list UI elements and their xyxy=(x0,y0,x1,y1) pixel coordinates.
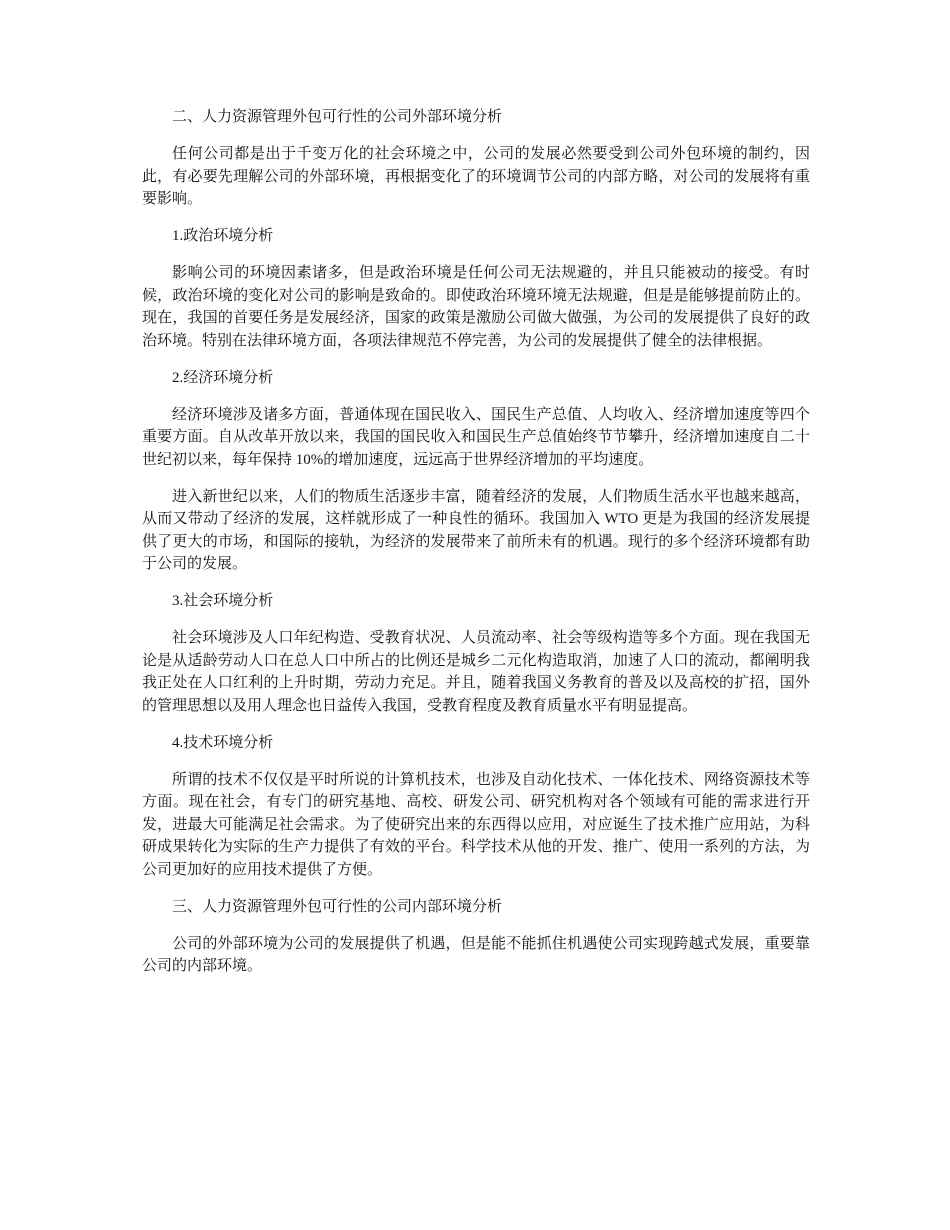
subheading-political: 1.政治环境分析 xyxy=(172,228,274,244)
paragraph-political: 影响公司的环境因素诸多，但是政治环境是任何公司无法规避的，并且只能被动的接受。有时候，政治环境的变化对公司的影响是致命的。即使政治环境环境无法规避，但是是能够提前防止的。现在，我国的首要任务是发展经济，国家的政策是激励公司做大做强，为公司的发展提供了良好的政治环境。特别在法律环境方面，各项法律规范不停完善，为公司的发展提供了健全的法律根据。 xyxy=(142,265,810,349)
paragraph-internal: 公司的外部环境为公司的发展提供了机遇，但是能不能抓住机遇使公司实现跨越式发展，重要靠公司的内部环境。 xyxy=(142,935,810,974)
subheading-social: 3.社会环境分析 xyxy=(172,593,274,609)
paragraph-technology: 所谓的技术不仅仅是平时所说的计算机技术，也涉及自动化技术、一体化技术、网络资源技术等方面。现在社会，有专门的研究基地、高校、研发公司、研究机构对各个领域有可能的需求进行开发，进最大可能满足社会需求。为了使研究出来的东西得以应用，对应诞生了技术推广应用站，为科研成果转化为实际的生产力提供了有效的平台。科学技术从他的开发、推广、使用一系列的方法，为公司更加好的应用技术提供了方便。 xyxy=(142,771,810,878)
section-heading-internal-environment: 三、人力资源管理外包可行性的公司内部环境分析 xyxy=(172,898,503,915)
section-heading-external-environment: 二、人力资源管理外包可行性的公司外部环境分析 xyxy=(172,109,503,125)
subheading-technology: 4.技术环境分析 xyxy=(172,734,274,751)
paragraph-economic-1: 经济环境涉及诸多方面，普通体现在国民收入、国民生产总值、人均收入、经济增加速度等四个重要方面。自从改革开放以来，我国的国民收入和国民生产总值始终节节攀升，经济增加速度自二十世纪初以来，每年保持 10%的增加速度，远远高于世界经济增加的平均速度。 xyxy=(142,406,810,468)
paragraph-social: 社会环境涉及人口年纪构造、受教育状况、人员流动率、社会等级构造等多个方面。现在我国无论是从适龄劳动人口在总人口中所占的比例还是城乡二元化构造取消，加速了人口的流动，都阐明我我正处在人口红利的上升时期，劳动力充足。并且，随着我国义务教育的普及以及高校的扩招，国外的管理思想以及用人理念也日益传入我国，受教育程度及教育质量水平有明显提高。 xyxy=(142,630,810,714)
paragraph-intro: 任何公司都是出于千变万化的社会环境之中，公司的发展必然要受到公司外包环境的制约，因此，有必要先理解公司的外部环境，再根据变化了的环境调节公司的内部方略，对公司的发展将有重要影响。 xyxy=(142,146,810,207)
document-page xyxy=(142,106,810,992)
subheading-economic: 2.经济环境分析 xyxy=(172,369,274,386)
paragraph-economic-2: 进入新世纪以来，人们的物质生活逐步丰富，随着经济的发展，人们物质生活水平也越来越高，从而又带动了经济的发展，这样就形成了一种良性的循环。我国加入 WTO 更是为我国的经济发展提供了更大的市场，和国际的接轨，为经济的发展带来了前所未有的机遇。现行的多个经济环境都有助于公司的发展。 xyxy=(142,488,810,572)
